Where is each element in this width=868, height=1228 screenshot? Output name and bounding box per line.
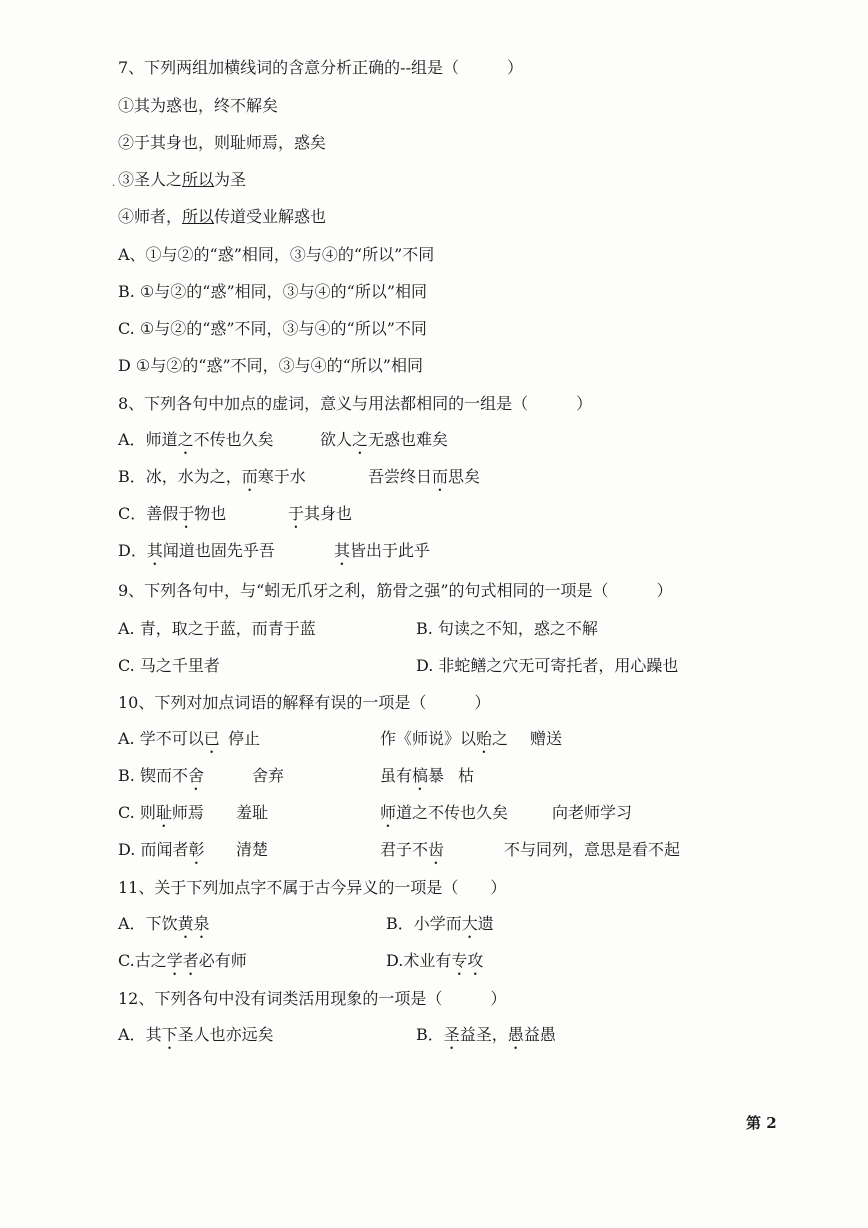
q7-sentence-4: [118, 207, 326, 227]
dotted-word: 学者: [166, 951, 199, 970]
text-segment: 其: [145, 1025, 162, 1044]
dotted-word: 大: [461, 914, 478, 933]
text-segment: B．: [386, 914, 414, 933]
text-segment: 术业有: [403, 951, 452, 970]
text-segment: B．: [416, 1025, 444, 1044]
text-segment: [380, 729, 508, 757]
q8-option-b: [118, 467, 481, 495]
q12-stem: 12、下列各句中没有词类活用现象的一项是（ ）: [118, 989, 507, 1008]
text-segment: 益愚: [523, 1025, 556, 1044]
text-segment: 闻道也固先乎吾: [162, 541, 275, 560]
text-segment: 下饮: [145, 914, 178, 933]
text-segment: 虽有: [380, 766, 413, 785]
q8-option-a-second: [320, 430, 448, 458]
q11-option-c: [118, 951, 247, 970]
q8-option-d-second: [334, 541, 430, 569]
text-segment: 赠送: [530, 729, 563, 748]
text-segment: 舍弃: [252, 766, 285, 785]
q8-option-a: [118, 430, 449, 458]
text-segment: A．: [118, 430, 146, 449]
text-segment: 欲人: [320, 430, 353, 449]
text-segment: A．: [118, 914, 146, 933]
text-segment: 枯: [458, 766, 475, 785]
dotted-word: 愚: [507, 1025, 524, 1044]
text-segment: C．: [118, 504, 147, 523]
q9-stem: 9、下列各句中，与“蚓无爪牙之利，筋骨之强”的句式相同的一项是（ ）: [118, 581, 673, 600]
text-segment: 益圣，: [459, 1025, 508, 1044]
text-segment: D.: [386, 951, 404, 970]
dotted-word: 下: [161, 1025, 178, 1044]
q11-option-b: [386, 914, 494, 942]
text-segment: A.: [118, 729, 140, 748]
q8-option-b-second: [368, 467, 480, 495]
q7-sentence-3: [118, 170, 246, 190]
q7-sentence-2: ②于其身也，则耻师焉，惑矣: [118, 133, 327, 152]
text-segment: 停止: [228, 729, 261, 748]
text-segment: 羞耻: [236, 803, 269, 822]
q8-stem: 8、下列各句中加点的虚词，意义与用法都相同的一组是（ ）: [118, 394, 593, 413]
text-segment: ③圣人之: [118, 170, 183, 189]
q9-option-d: D. 非蛇鳝之穴无可寄托者，用心躁也: [416, 656, 679, 675]
q8-option-c-second: [288, 504, 352, 532]
dotted-word: 黄泉: [177, 914, 210, 933]
dotted-word: 之: [352, 430, 369, 449]
q11-row-1: [118, 914, 494, 942]
text-segment: 其身也: [304, 504, 353, 523]
q11-option-d: [386, 951, 483, 979]
text-segment: 遗: [477, 914, 494, 933]
dotted-word: 齿: [428, 840, 445, 859]
q11-stem: 11、关于下列加点字不属于古今异义的一项是（ ）: [118, 878, 507, 897]
page-number: 第 2: [746, 1114, 777, 1132]
text-segment: 传道受业解惑也: [214, 207, 327, 226]
text-segment: 物也: [194, 504, 227, 523]
dotted-word: 圣: [443, 1025, 460, 1044]
dotted-word: 贻: [476, 729, 493, 748]
q7-option-c: C. ①与②的“惑”不同，③与④的“所以”不同: [118, 319, 427, 338]
text-segment: ④师者，: [118, 207, 183, 226]
q7-stem: 7、下列两组加横线词的含意分析正确的--组是（ ）: [118, 58, 523, 77]
dotted-word: 于: [288, 504, 305, 523]
q7-option-d: D ①与②的“惑”不同，③与④的“所以”相同: [118, 356, 423, 375]
q7-option-a: A、①与②的“惑”相同，③与④的“所以”不同: [118, 245, 435, 264]
text-segment: 必有师: [198, 951, 247, 970]
text-segment: 作《师说》以: [380, 729, 477, 748]
text-segment: 小学而: [413, 914, 462, 933]
dotted-word: 已: [203, 729, 220, 748]
text-segment: 师焉: [171, 803, 204, 822]
text-segment: 无惑也难矣: [368, 430, 449, 449]
dotted-word: 于: [178, 504, 195, 523]
text-segment: B．: [118, 467, 146, 486]
text-segment: 锲而不: [139, 766, 188, 785]
dotted-word: 彰: [188, 840, 205, 859]
text-segment: 不与同列，意思是看不起: [504, 840, 681, 859]
text-segment: A．: [118, 1025, 146, 1044]
text-segment: 之: [492, 729, 509, 748]
text-segment: 则: [139, 803, 156, 822]
text-segment: [380, 766, 444, 794]
dotted-word: 舍: [187, 766, 204, 785]
dotted-word: 其: [146, 541, 163, 560]
text-segment: B.: [118, 766, 140, 785]
text-segment: 善假: [146, 504, 179, 523]
text-segment: 师道: [145, 430, 178, 449]
dotted-word: 专攻: [451, 951, 484, 970]
text-segment: D.: [118, 840, 141, 859]
text-segment: 冰，水为之，: [145, 467, 242, 486]
q10-option-c: [118, 803, 633, 831]
text-segment: 寒于水: [257, 467, 306, 486]
underlined-word: 所以: [182, 207, 215, 226]
q12-row-1: [118, 1025, 556, 1053]
text-segment: 吾尝终日: [368, 467, 433, 486]
text-segment: C.: [118, 951, 135, 970]
dotted-word: 槁: [412, 766, 429, 785]
q9-option-c: C. 马之千里者: [118, 656, 220, 675]
q9-option-b: B. 句读之不知，惑之不解: [416, 619, 598, 638]
q8-option-d: [118, 541, 431, 569]
dotted-word: 其: [334, 541, 351, 560]
text-segment: 圣人也亦远矣: [177, 1025, 274, 1044]
text-segment: 君子不: [380, 840, 429, 859]
q12-option-b: [416, 1025, 556, 1053]
text-segment: 而闻者: [140, 840, 189, 859]
text-segment: 暴: [428, 766, 445, 785]
text-segment: 为圣: [214, 170, 247, 189]
q11-option-a: [118, 914, 210, 933]
text-segment: 思矣: [448, 467, 481, 486]
text-segment: 学不可以: [139, 729, 204, 748]
dotted-word: 而: [241, 467, 258, 486]
text-segment: 古之: [134, 951, 167, 970]
text-segment: D．: [118, 541, 147, 560]
q8-option-c: [118, 504, 353, 532]
q12-option-a: [118, 1025, 274, 1044]
text-segment: 向老师学习: [552, 803, 633, 822]
text-segment: 道之不传也久矣: [396, 803, 509, 822]
text-segment: [380, 803, 508, 831]
q10-option-d: [118, 840, 681, 868]
underlined-word: 所以: [182, 170, 215, 189]
q10-stem: 10、下列对加点词语的解释有误的一项是（ ）: [118, 693, 491, 712]
q7-sentence-1: ①其为惑也，终不解矣: [118, 96, 279, 115]
text-segment: 皆出于此乎: [350, 541, 431, 560]
text-segment: 清楚: [236, 840, 269, 859]
stray-mark: .: [112, 178, 116, 189]
q9-option-a: A. 青，取之于蓝，而青于蓝: [118, 619, 316, 638]
q9-row-2: [118, 656, 679, 676]
dotted-word: 之: [177, 430, 194, 449]
q10-option-b: [118, 766, 475, 794]
q11-row-2: [118, 951, 484, 979]
dotted-word: 而: [432, 467, 449, 486]
q9-row-1: [118, 619, 598, 639]
text-segment: 不传也久矣: [193, 430, 274, 449]
dotted-word: 师: [380, 803, 397, 822]
text-segment: C.: [118, 803, 140, 822]
text-segment: [380, 840, 444, 868]
q7-option-b: B. ①与②的“惑”相同，③与④的“所以”相同: [118, 282, 427, 301]
dotted-word: 耻: [155, 803, 172, 822]
q10-option-a: [118, 729, 563, 757]
